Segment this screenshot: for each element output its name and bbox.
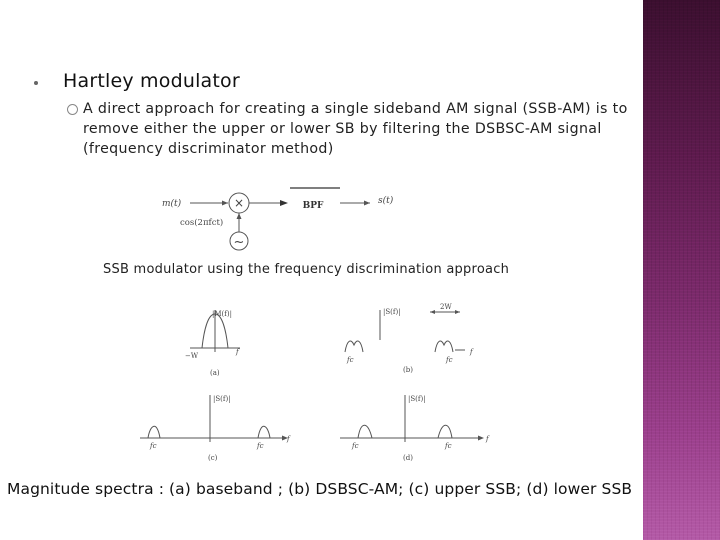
panel-c-right-tick: fc xyxy=(257,442,264,450)
panel-a-left-tick: −W xyxy=(185,352,199,360)
panel-d-left-tick: fc xyxy=(352,442,359,450)
output-arrow-icon xyxy=(364,201,370,206)
side-band-texture xyxy=(643,0,720,540)
input-signal-label: m(t) xyxy=(162,199,182,209)
panel-c-left-tick: fc xyxy=(150,442,157,450)
carrier-label: cos(2πfct) xyxy=(180,218,224,228)
panel-b-bandwidth-label: 2W xyxy=(440,303,452,311)
panel-d-label: (d) xyxy=(403,454,413,462)
panel-d-right-tick: fc xyxy=(445,442,452,450)
panel-c-magnitude-label: |S(f)| xyxy=(213,395,231,403)
sub-bullet-icon xyxy=(67,104,78,115)
panel-c-axis-label: f xyxy=(287,435,290,443)
oscillator-icon: ~ xyxy=(233,235,245,250)
panel-c-left-band xyxy=(148,426,160,438)
multiplier-icon: × xyxy=(233,196,245,210)
panel-b-left-band xyxy=(345,341,363,352)
panel-b-magnitude-label: |S(f)| xyxy=(383,308,401,316)
input-arrow-icon xyxy=(222,201,228,206)
panel-c-label: (c) xyxy=(208,454,218,462)
panel-a-magnitude-label: |M(f)| xyxy=(212,310,232,318)
panel-b-bandwidth-arrow-left-icon xyxy=(430,310,435,314)
panel-d-left-band xyxy=(358,425,372,438)
panel-d-axis-label: f xyxy=(486,435,489,443)
panel-b-axis-label: f xyxy=(470,348,473,356)
bpf-label: BPF xyxy=(302,201,324,211)
ssb-modulator-block-diagram xyxy=(150,175,410,255)
decorative-side-band xyxy=(643,0,720,540)
bullet-dot-icon xyxy=(34,81,38,85)
panel-d-magnitude-label: |S(f)| xyxy=(408,395,426,403)
panel-b-right-tick: fc xyxy=(446,356,453,364)
slide-paragraph: A direct approach for creating a single sideband AM signal (SSB-AM) is to remove either the upper or lower SB by filtering the DSBSC-AM signal (frequency discriminator method) xyxy=(83,101,628,157)
panel-d-axis-arrow-icon xyxy=(478,436,484,441)
magnitude-spectra-figure xyxy=(130,300,500,470)
figure-caption: SSB modulator using the frequency discrimination approach xyxy=(103,262,510,277)
output-signal-label: s(t) xyxy=(378,196,394,206)
panel-d-right-band xyxy=(438,425,452,438)
bpf-input-arrow-icon xyxy=(280,200,288,206)
panel-a-label: (a) xyxy=(210,369,220,377)
panel-b-right-band xyxy=(435,341,453,352)
slide-title: Hartley modulator xyxy=(63,70,240,92)
carrier-arrow-icon xyxy=(237,213,242,219)
panel-b-label: (b) xyxy=(403,366,413,374)
spectrum-panel-b xyxy=(345,310,465,352)
panel-b-left-tick: fc xyxy=(347,356,354,364)
panel-c-right-band xyxy=(258,426,270,438)
panel-b-bandwidth-arrow-right-icon xyxy=(455,310,460,314)
spectra-caption: Magnitude spectra : (a) baseband ; (b) DSBSC-AM; (c) upper SSB; (d) lower SSB xyxy=(7,480,633,498)
panel-a-axis-label: f xyxy=(236,348,239,356)
